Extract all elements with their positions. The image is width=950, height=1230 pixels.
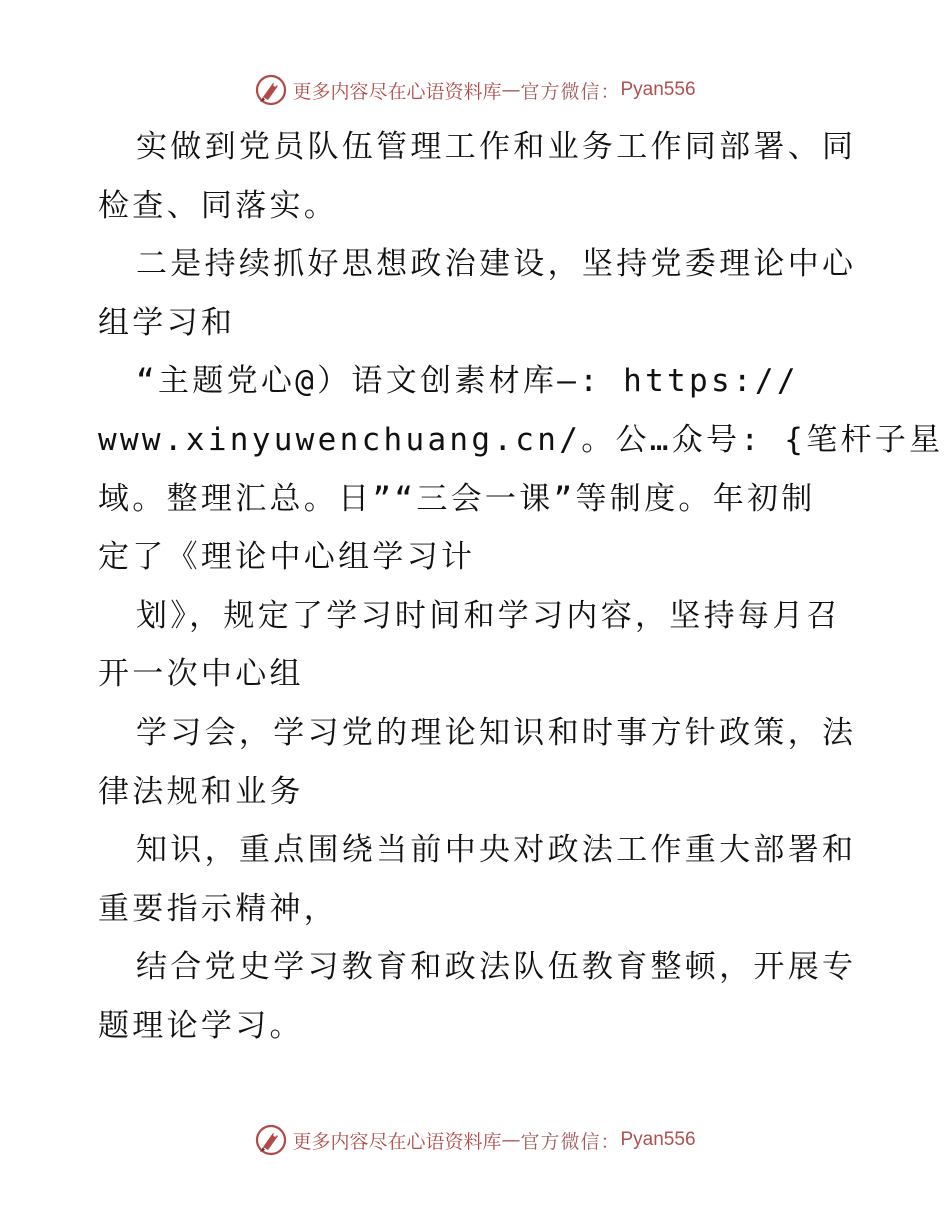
- body-line: 律法规和业务: [98, 773, 304, 810]
- body-line: 域。整理汇总。日”“三会一课”等制度。年初制: [98, 480, 816, 517]
- body-line: 定了《理论中心组学习计: [98, 539, 476, 576]
- watermark-wechat-label: 官方微信：: [520, 80, 621, 103]
- body-line: “主题党心@）语文创素材库—: https://: [136, 363, 799, 400]
- body-line: 题理论学习。: [98, 1007, 304, 1044]
- body-line: 组学习和: [98, 304, 236, 341]
- body-line: 学习会，学习党的理论知识和时事方针政策，法: [136, 714, 857, 751]
- watermark-dash: —: [501, 79, 521, 101]
- watermark-wechat-label: 官方微信：: [520, 1130, 621, 1153]
- watermark-text: 更多内容尽在心语资料库: [292, 80, 502, 103]
- body-line: 检查、同落实。: [98, 187, 339, 224]
- body-line: 结合党史学习教育和政法队伍教育整顿，开展专: [136, 949, 857, 986]
- footer-watermark: [0, 1120, 950, 1160]
- watermark-dash: —: [501, 1129, 521, 1151]
- watermark-wechat-id: Pyan556: [620, 79, 696, 100]
- watermark-text: 更多内容尽在心语资料库: [292, 1130, 502, 1153]
- document-body: [98, 118, 944, 1056]
- body-line: 二是持续抓好思想政治建设，坚持党委理论中心: [136, 246, 857, 283]
- header-watermark: [0, 70, 950, 110]
- body-line: www.xinyuwenchuang.cn/。公…众号: {笔杆子星: [98, 421, 944, 458]
- body-line: 划》，规定了学习时间和学习内容，坚持每月召: [136, 597, 841, 634]
- body-line: 实做到党员队伍管理工作和业务工作同部署、同: [136, 129, 857, 165]
- body-line: 重要指示精神，: [98, 890, 339, 927]
- pen-nib-logo-icon: [254, 1123, 288, 1157]
- pen-nib-logo-icon: [254, 73, 288, 107]
- watermark-wechat-id: Pyan556: [620, 1129, 696, 1150]
- body-line: 开一次中心组: [98, 656, 304, 693]
- body-line: 知识，重点围绕当前中央对政法工作重大部署和: [136, 832, 857, 869]
